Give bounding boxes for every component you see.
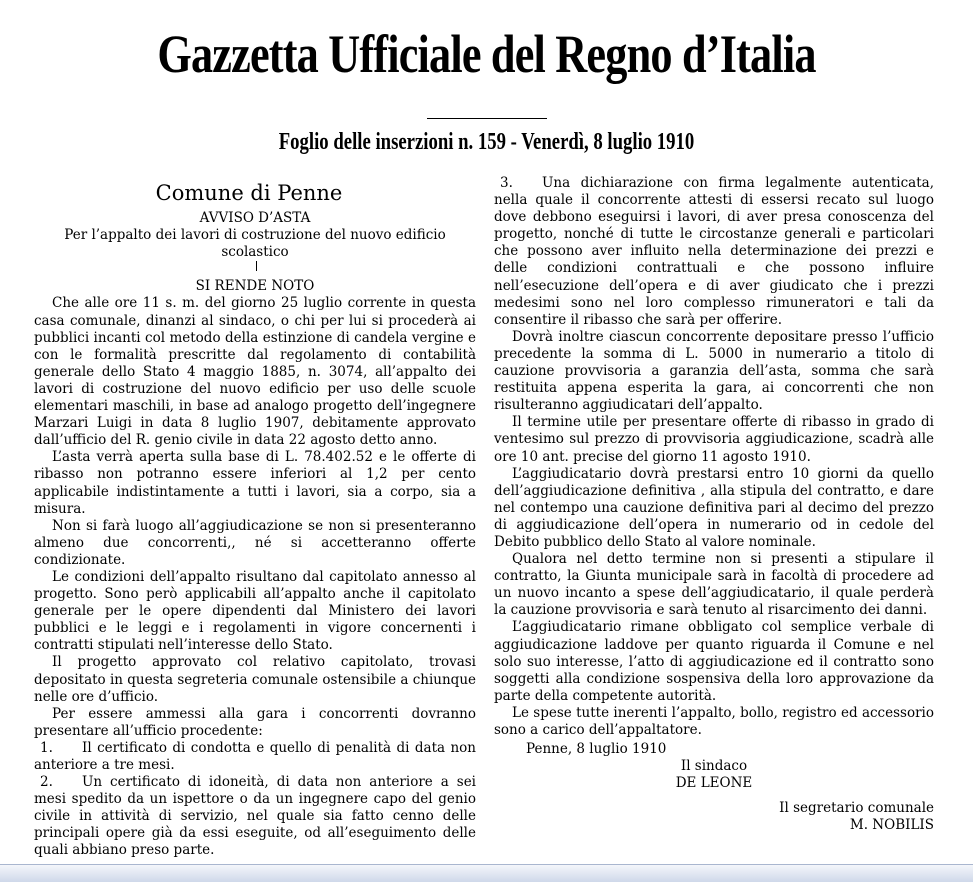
notice-subtitle: AVVISO D’ASTA bbox=[199, 210, 311, 226]
list-item bbox=[34, 774, 476, 859]
paragraph: Le condizioni dell’appalto risultano dal capitolato annesso al progetto. Sono però applicabili all’appalto anche il capitolato generale per le opere dipendenti dal Ministero dei lavori pubblici e le leggi e i regolamenti in vigore concernenti i contratti stipulati nell’interesse dello Stato. bbox=[34, 568, 476, 654]
date-place: Penne, 8 luglio 1910 bbox=[526, 741, 667, 758]
list-number: 1. bbox=[40, 739, 53, 756]
secretary-name: M. NOBILIS bbox=[849, 817, 934, 834]
list-number: 3. bbox=[500, 175, 513, 191]
notice-intro: Per l’appalto dei lavori di costruzione del nuovo edificio scolastico bbox=[64, 227, 446, 261]
mayor-name: DE LEONE bbox=[675, 775, 753, 792]
paragraph: L’aggiudicatario dovrà prestarsi entro 10 giorni da quello dell’aggiudicazione definitiva , alla stipula del contratto, e dare nel contempo una cauzione definitiva pari al decimo del prezzo di aggiudicazione dell’opera in numerario od in cedole del Debito pubblico dello Stato al valore nominale. bbox=[494, 465, 934, 550]
list-text: Un certificato di idoneità, di data non anteriore a sei mesi spedito da un ispettore o da un ingegnere capo del genio civile in attività di servizio, nel quale sia fatto cenno delle principali opere già da essi eseguite, od all’eseguimento delle quali abbiano preso parte. bbox=[34, 774, 476, 859]
paragraph: L’asta verrà aperta sulla base di L. 78.402.52 e le offerte di ribasso non potranno essere inferiori al 1,2 per cento applicabile indistintamente a tutti i lavori, sia a corpo, sia a misura. bbox=[34, 449, 476, 517]
text-cursor bbox=[256, 261, 257, 271]
list-item bbox=[34, 740, 476, 774]
notice-heading bbox=[34, 261, 476, 295]
heading-text: SI RENDE NOTO bbox=[195, 278, 315, 295]
paragraph: Dovrà inoltre ciascun concorrente depositare presso l’ufficio precedente la somma di L. 5000 in numerario a titolo di cauzione provvisoria a garanzia dell’asta, somma che sarà restituita appena esperita la gara, ai concorrenti che non risulteranno aggiudicatari dell’appalto. bbox=[494, 328, 934, 414]
masthead-title: Gazzetta Ufficiale del Regno d’Italia bbox=[157, 24, 816, 84]
paragraph: Non si farà luogo all’aggiudicazione se non si presenteranno almeno due concorrenti,, né si accetteranno offerte condizionate. bbox=[34, 517, 476, 568]
paragraph: Il termine utile per presentare offerte di ribasso in grado di ventesimo sul prezzo di provvisoria aggiudicazione, scadrà alle ore 10 ant. precise del giorno 11 agosto 1910. bbox=[494, 414, 934, 465]
paragraph: Il progetto approvato col relativo capitolato, trovasi depositato in questa segreteria comunale ostensibile a chiunque nelle ore d’ufficio. bbox=[34, 654, 476, 705]
list-text: Il certificato di condotta e quello di penalità di data non anteriore a tre mesi. bbox=[34, 739, 476, 773]
right-column bbox=[494, 175, 934, 835]
secretary-title: Il segretario comunale bbox=[779, 800, 934, 817]
mayor-title: Il sindaco bbox=[680, 758, 748, 775]
paragraph: Le spese tutte inerenti l’appalto, bollo, registro ed accessorio sono a carico dell’appaltatore. bbox=[494, 704, 934, 738]
notice-title: Comune di Penne bbox=[155, 181, 343, 205]
paragraph: Per essere ammessi alla gara i concorrenti dovranno presentare all’ufficio procedente: bbox=[34, 705, 476, 739]
list-text: Una dichiarazione con firma legalmente autenticata, nella quale il concorrente attesti di essersi recato sul luogo dove debbono eseguirsi i lavori, di aver presa conoscenza del progetto, nonché di tutte le circostanze generali e particolari che possono aver influito nella determinazione dei prezzi e delle condizioni contrattuali e che possono influire nell’esecuzione dell’opera e di aver giudicato che i prezzi medesimi sono nel loro complesso rimuneratori e tali da consentire il ribasso che sarà per offerire. bbox=[494, 175, 934, 328]
issue-line: Foglio delle inserzioni n. 159 - Venerdì, 8 luglio 1910 bbox=[278, 129, 695, 155]
list-item bbox=[494, 175, 934, 329]
status-bar bbox=[0, 864, 973, 882]
paragraph: L’aggiudicatario rimane obbligato col semplice verbale di aggiudicazione laddove per quanto riguarda il Comune e nel solo suo interesse, l’atto di aggiudicazione ed il contratto sono soggetti alla condizione sospensiva della loro approvazione da parte della competente autorità. bbox=[494, 619, 934, 704]
list-number: 2. bbox=[40, 774, 53, 791]
left-column bbox=[34, 180, 476, 860]
masthead-rule bbox=[427, 118, 547, 119]
paragraph: Qualora nel detto termine non si presenti a stipulare il contratto, la Giunta municipale sarà in facoltà di procedere ad un nuovo incanto a spese dell’aggiudicatario, il quale perderà la cauzione provvisoria e sarà tenuto al risarcimento dei danni. bbox=[494, 551, 934, 619]
paragraph: Che alle ore 11 s. m. del giorno 25 luglio corrente in questa casa comunale, dinanzi al sindaco, o chi per lui si procederà ai pubblici incanti col metodo della estinzione di candela vergine e con le formalità prescritte dal regolamento di contabilità generale dello Stato 4 maggio 1885, n. 3074, all’appalto dei lavori di costruzione del nuovo edificio per uso delle scuole elementari maschili, in base ad analogo progetto dell’ingegnere Marzari Luigi in data 8 luglio 1907, debitamente approvato dall’ufficio del R. genio civile in data 22 agosto detto anno. bbox=[34, 295, 476, 449]
